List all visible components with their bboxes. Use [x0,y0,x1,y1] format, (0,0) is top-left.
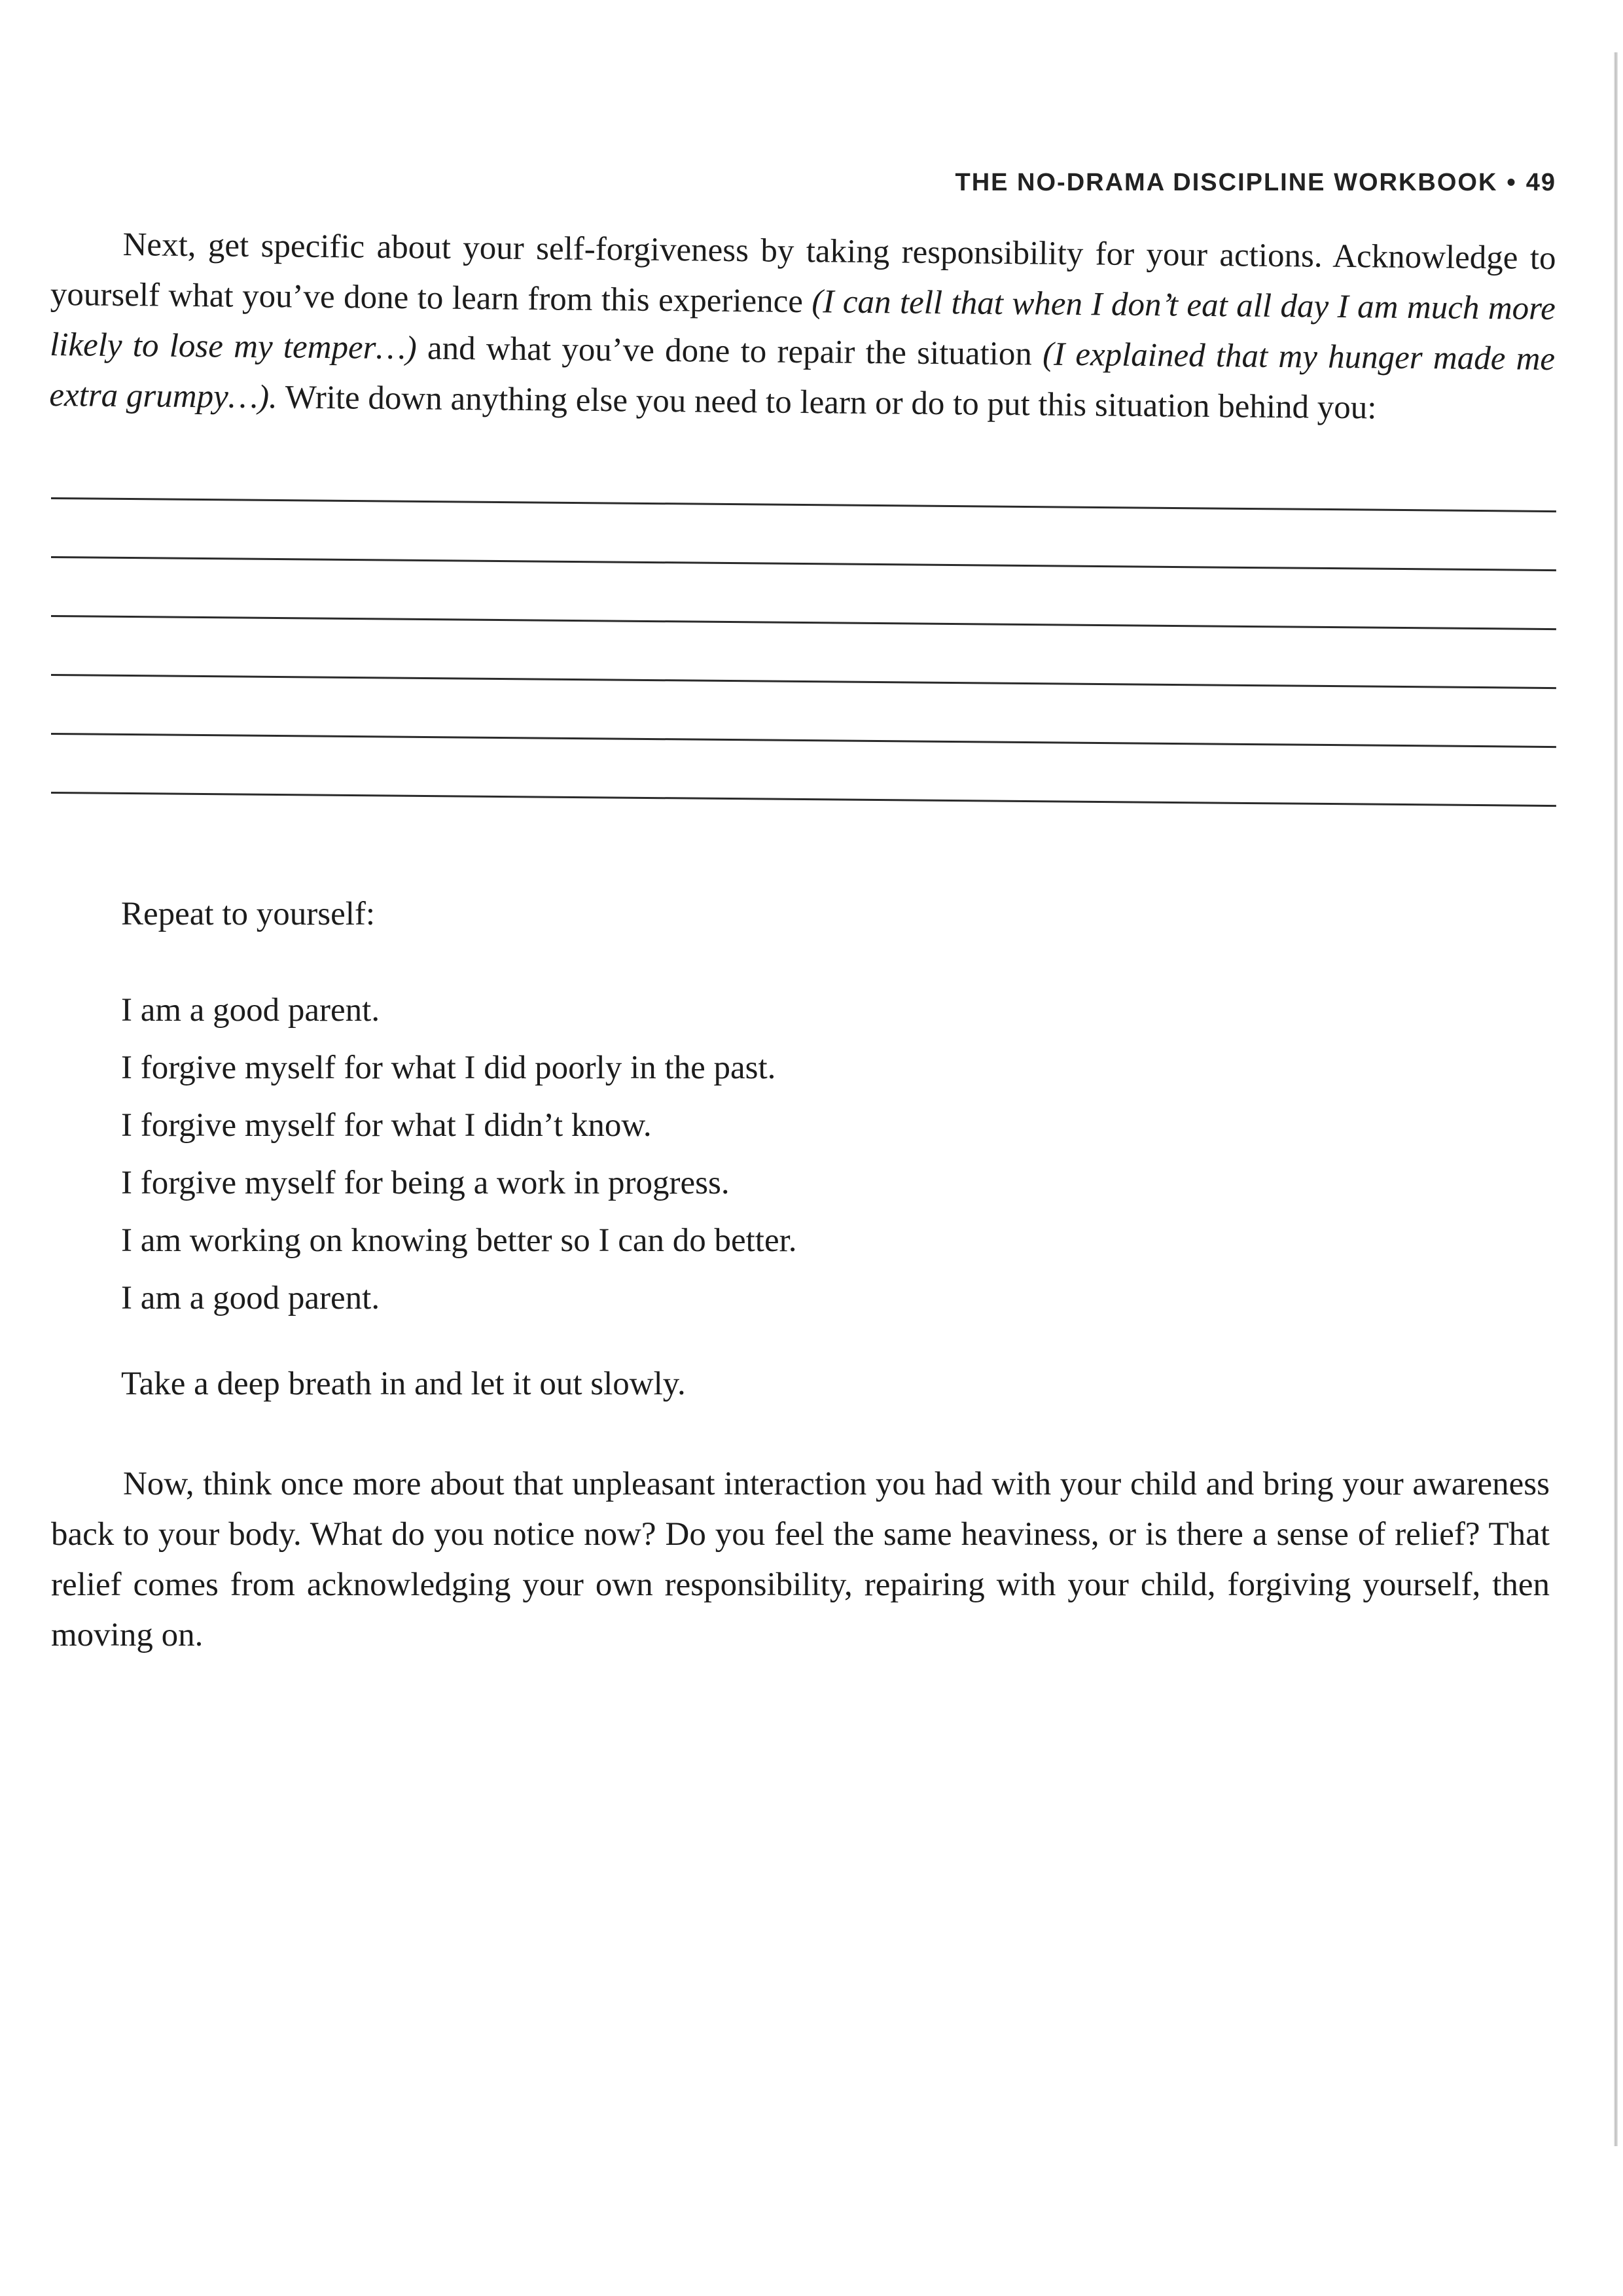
affirmation: I am working on knowing better so I can do better. [121,1222,797,1259]
writing-area[interactable] [51,497,1556,864]
intro-example-2: (I explained that my hunger made me extra grumpy…). [49,336,1556,416]
writing-line[interactable] [51,792,1556,807]
page-edge-shadow [1614,52,1618,2146]
writing-line[interactable] [51,497,1556,512]
intro-text-1: Next, get specific about your self-forgiveness by taking responsibility for your actions. Acknowledge to yourself what you’ve done to learn from this experience [50,226,1556,321]
closing-text: Now, think once more about that unpleasant interaction you had with your child and bring your awareness back to your body. What do you notice now? Do you feel the same heaviness, or is there a sense of relief? That relief comes from acknowledging your own responsibility, repairing with your child, forgiving yourself, then moving on. [51,1466,1550,1653]
affirmation: I forgive myself for being a work in progress. [121,1165,730,1201]
affirmation: I forgive myself for what I did poorly in the past. [121,1050,776,1086]
writing-line[interactable] [51,615,1556,630]
page-number: 49 [1525,169,1556,196]
writing-line[interactable] [51,674,1556,689]
writing-line[interactable] [51,733,1556,748]
intro-text-2: and what you’ve done to repair the situation [416,330,1043,373]
header-separator: • [1507,169,1517,196]
closing-paragraph [51,1459,1550,1661]
affirmation: I am a good parent. [121,1280,380,1316]
running-head [955,169,1557,197]
affirmation: I am a good parent. [121,992,380,1029]
intro-text-3: Write down anything else you need to learn or do to put this situation behind you: [277,379,1377,427]
breath-instruction: Take a deep breath in and let it out slowly. [121,1366,686,1402]
affirmation-list [121,981,797,1327]
intro-paragraph [49,219,1556,435]
affirmation: I forgive myself for what I didn’t know. [121,1107,652,1144]
book-title: THE NO-DRAMA DISCIPLINE WORKBOOK [955,169,1498,196]
writing-line[interactable] [51,556,1556,571]
intro-example-1: (I can tell that when I don’t eat all day I am much more likely to lose my temper…) [49,283,1556,367]
repeat-label: Repeat to yourself: [121,896,376,932]
